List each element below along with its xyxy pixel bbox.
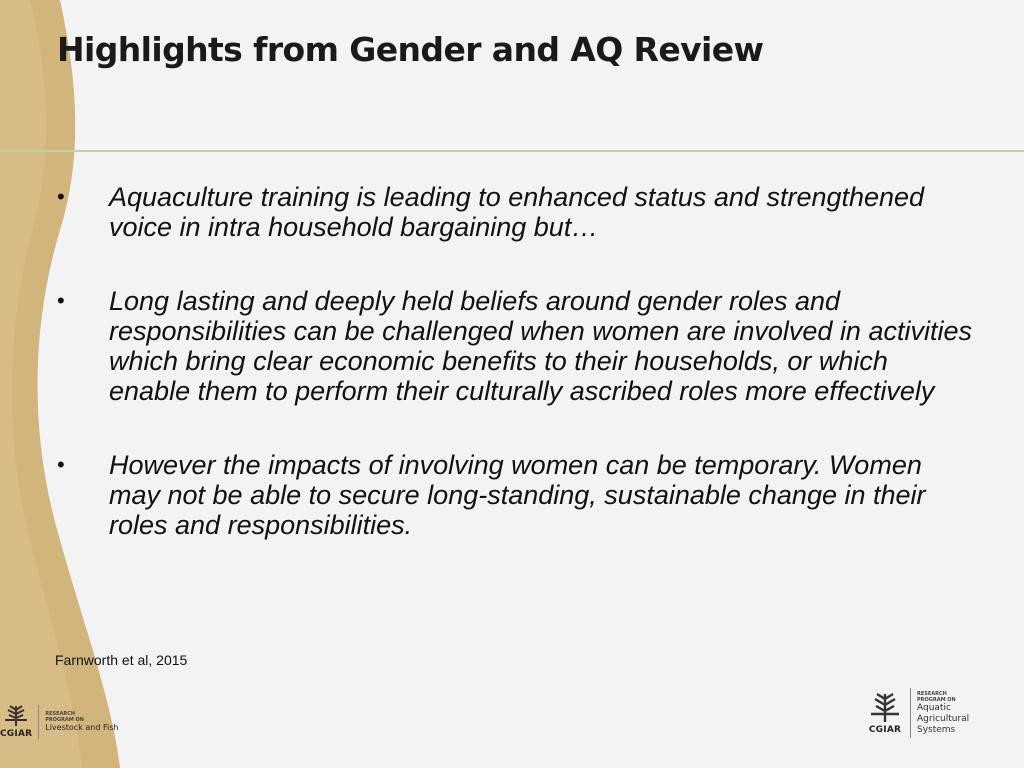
program-name-line-3: Systems [917,724,956,735]
cgiar-wordmark: CGIAR [868,724,902,735]
program-block [45,711,118,733]
program-label-2: PROGRAM ON [917,696,956,703]
bullet-list [55,182,975,584]
cgiar-wordmark: CGIAR [0,729,33,739]
program-label-1: RESEARCH [917,690,947,697]
bullet-item [55,450,975,540]
bullet-item [55,182,975,242]
program-name-line-2: Agricultural [917,713,970,724]
title-divider [0,150,1024,152]
cgiar-mark [0,704,32,739]
bullet-marker: • [57,288,65,313]
citation: Farnworth et al, 2015 [55,652,188,668]
logo-divider [38,705,39,739]
program-name-line-1: Aquatic [917,702,951,713]
program-label-1: RESEARCH [45,710,76,717]
bullet-text: However the impacts of involving women can be temporary. Women may not be able to secure long-standing, sustainable change in their roles and responsibilities. [109,450,926,540]
logo-aquatic-agricultural-systems [866,688,969,738]
logo-livestock-and-fish [0,704,118,739]
slide-title: Highlights from Gender and AQ Review [57,30,764,69]
bullet-marker: • [57,184,65,209]
program-label-2: PROGRAM ON [45,716,84,723]
program-block [917,691,969,736]
wheat-icon [866,692,904,724]
program-name: Livestock and Fish [45,722,119,732]
bullet-text: Aquaculture training is leading to enhanced status and strengthened voice in intra household bargaining but… [109,182,925,242]
logo-divider [910,688,911,738]
wheat-icon [1,704,31,728]
bullet-item [55,286,975,406]
bullet-marker: • [57,452,65,477]
bullet-text: Long lasting and deeply held beliefs around gender roles and responsibilities can be challenged when women are involved in activities which bring clear economic benefits to their households, or which enable them to perform their culturally ascribed roles more effectively [109,286,972,406]
cgiar-mark [866,692,904,735]
